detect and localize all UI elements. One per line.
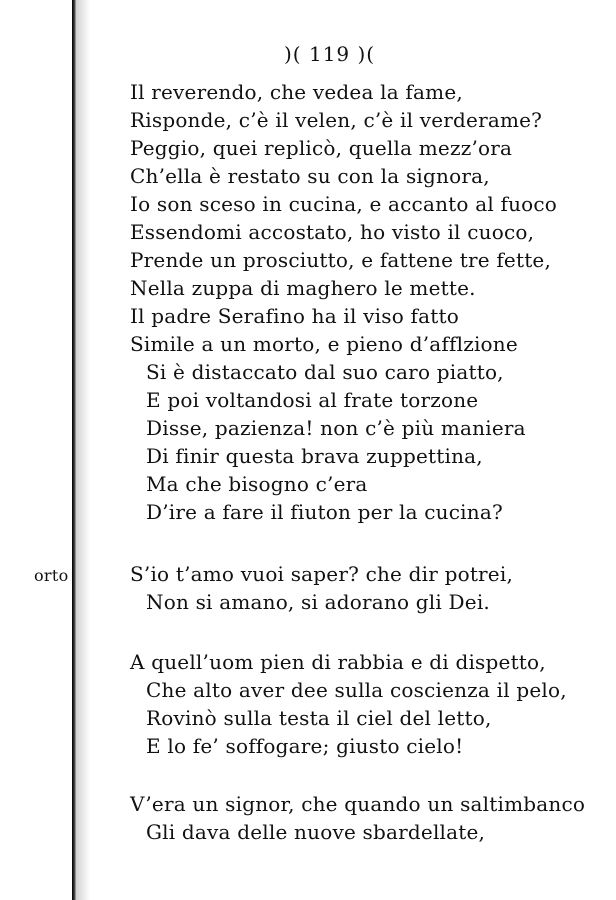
poem-line: Il reverendo, che vedea la fame, bbox=[130, 80, 463, 104]
poem-line: Nella zuppa di maghero le mette. bbox=[130, 276, 476, 300]
poem-line: Che alto aver dee sulla coscienza il pelo, bbox=[146, 678, 567, 702]
poem-line: Essendomi accostato, ho visto il cuoco, bbox=[130, 220, 535, 244]
poem-line: Rovinò sulla testa il ciel del letto, bbox=[146, 706, 492, 730]
poem-line: Risponde, c’è il velen, c’è il verderame? bbox=[130, 108, 543, 132]
poem-line: A quell’uom pien di rabbia e di dispetto, bbox=[130, 650, 546, 674]
poem-line: Si è distaccato dal suo caro piatto, bbox=[146, 360, 504, 384]
poem-line: Disse, pazienza! non c’è più maniera bbox=[146, 416, 526, 440]
book-gutter-shadow bbox=[76, 0, 90, 900]
facing-page-fragment: orto bbox=[34, 566, 69, 585]
poem-line: E lo fe’ soffogare; giusto cielo! bbox=[146, 734, 464, 758]
poem-line: Ch’ella è restato su con la signora, bbox=[130, 164, 490, 188]
poem-line: E poi voltandosi al frate torzone bbox=[146, 388, 479, 412]
poem-line: Gli dava delle nuove sbardellate, bbox=[146, 820, 486, 844]
poem-line: Il padre Serafino ha il viso fatto bbox=[130, 304, 459, 328]
poem-line: V’era un signor, che quando un saltimbanco bbox=[130, 792, 586, 816]
page-number: )( 119 )( bbox=[284, 42, 376, 66]
poem-line: Simile a un morto, e pieno d’afflzione bbox=[130, 332, 518, 356]
poem-line: Ma che bisogno c’era bbox=[146, 472, 368, 496]
poem-line: Io son sceso in cucina, e accanto al fuoco bbox=[130, 192, 558, 216]
poem-line: S’io t’amo vuoi saper? che dir potrei, bbox=[130, 562, 514, 586]
poem-line: Prende un prosciutto, e fattene tre fette, bbox=[130, 248, 552, 272]
poem-line: Di finir questa brava zuppettina, bbox=[146, 444, 483, 468]
poem-line: Peggio, quei replicò, quella mezz’ora bbox=[130, 136, 513, 160]
poem-line: Non si amano, si adorano gli Dei. bbox=[146, 590, 490, 614]
poem-line: D’ire a fare il fiuton per la cucina? bbox=[146, 500, 503, 524]
